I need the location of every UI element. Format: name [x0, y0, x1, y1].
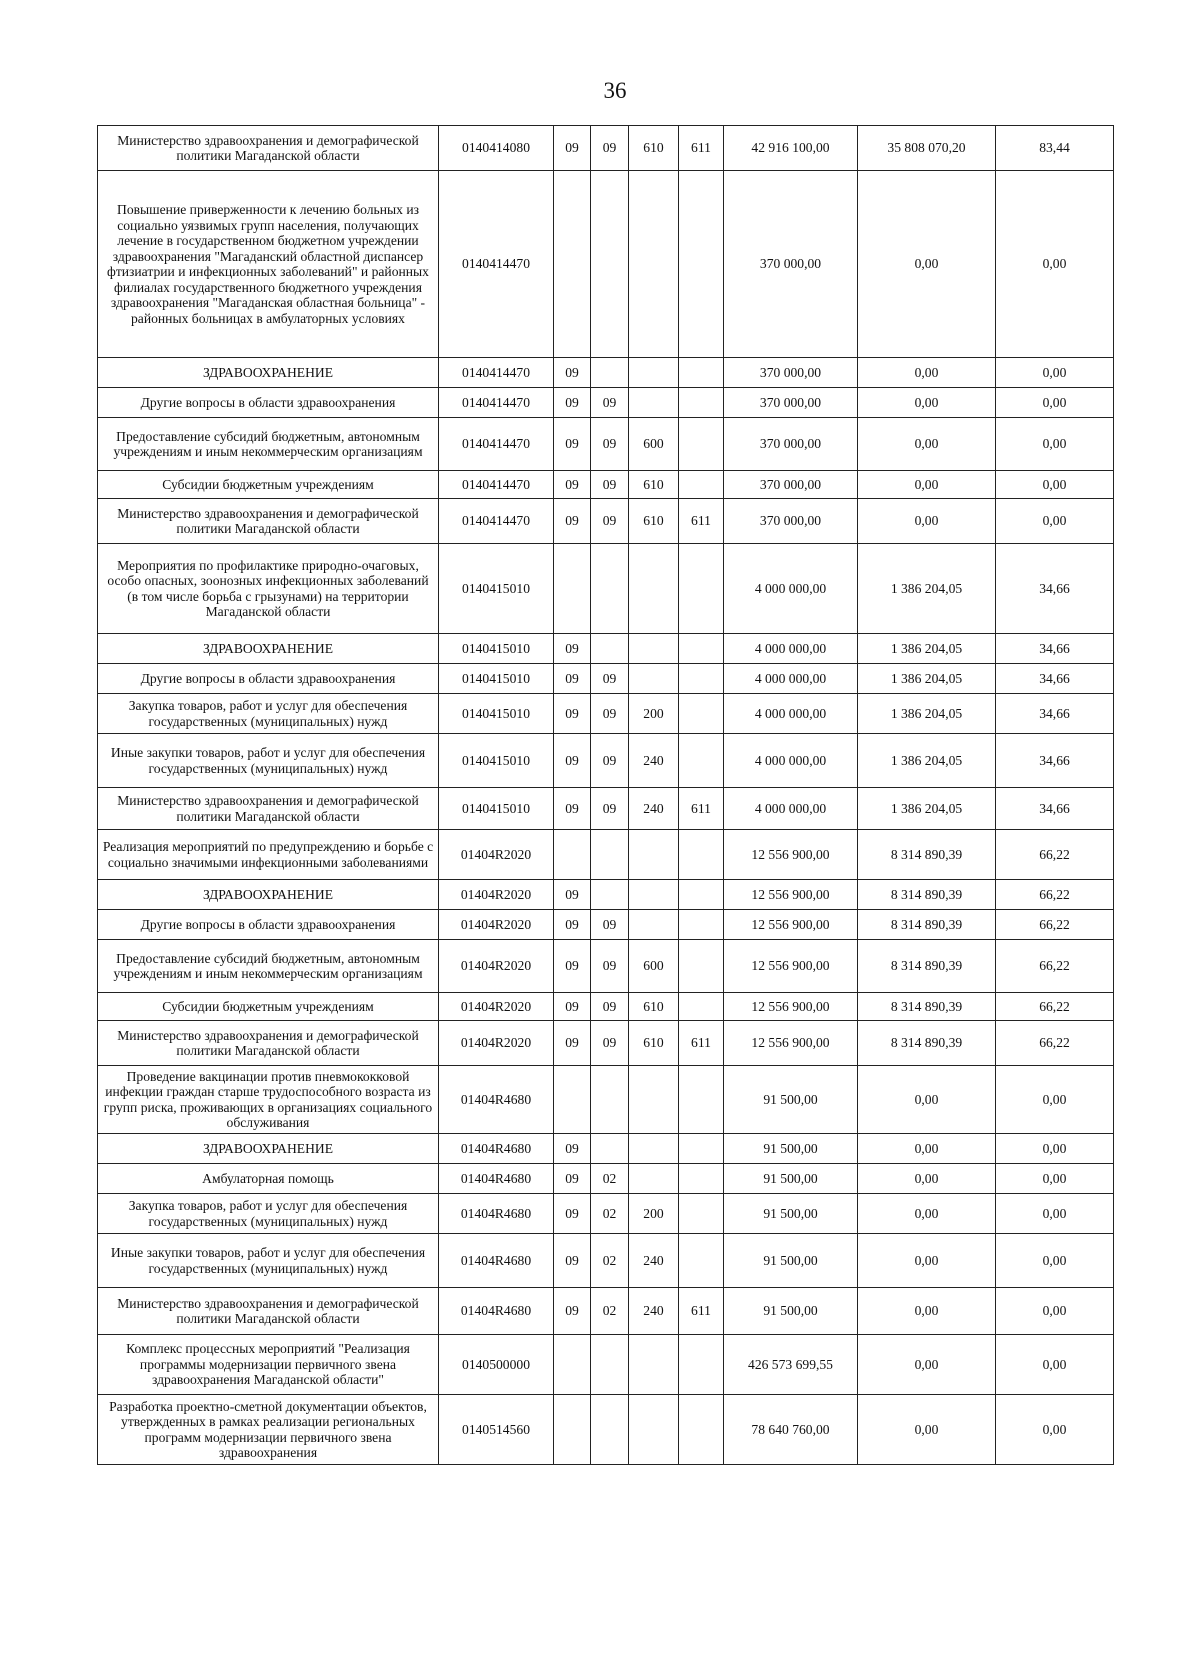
cell-rz: 09	[554, 499, 591, 544]
cell-pct: 0,00	[996, 471, 1114, 499]
cell-fact: 0,00	[858, 1395, 996, 1465]
cell-rz: 09	[554, 1288, 591, 1335]
cell-prz	[591, 171, 629, 358]
cell-rz: 09	[554, 694, 591, 734]
cell-vr: 610	[629, 499, 679, 544]
cell-pct: 0,00	[996, 1164, 1114, 1194]
cell-code: 01404R4680	[439, 1066, 554, 1134]
table-row	[98, 734, 1114, 788]
cell-vr: 610	[629, 1021, 679, 1066]
table-row	[98, 126, 1114, 171]
cell-rz: 09	[554, 471, 591, 499]
cell-pct: 34,66	[996, 544, 1114, 634]
cell-name: Другие вопросы в области здравоохранения	[98, 388, 439, 418]
cell-name: Закупка товаров, работ и услуг для обеспечения государственных (муниципальных) нужд	[98, 694, 439, 734]
cell-code: 0140500000	[439, 1335, 554, 1395]
cell-code: 0140414080	[439, 126, 554, 171]
cell-prz: 09	[591, 993, 629, 1021]
cell-code: 0140414470	[439, 388, 554, 418]
cell-plan: 4 000 000,00	[724, 694, 858, 734]
cell-vr: 610	[629, 126, 679, 171]
cell-prz: 09	[591, 388, 629, 418]
cell-name: Мероприятия по профилактике природно-очаговых, особо опасных, зоонозных инфекционных заболеваний (в том числе борьба с грызунами) на территории Магаданской области	[98, 544, 439, 634]
cell-code: 01404R4680	[439, 1134, 554, 1164]
cell-kvsr	[679, 734, 724, 788]
cell-kvsr: 611	[679, 126, 724, 171]
cell-code: 01404R4680	[439, 1164, 554, 1194]
cell-code: 01404R2020	[439, 993, 554, 1021]
cell-pct: 0,00	[996, 388, 1114, 418]
table-row	[98, 471, 1114, 499]
cell-fact: 1 386 204,05	[858, 664, 996, 694]
table-row	[98, 358, 1114, 388]
table-row	[98, 880, 1114, 910]
table-row	[98, 1335, 1114, 1395]
cell-code: 01404R2020	[439, 830, 554, 880]
cell-plan: 4 000 000,00	[724, 664, 858, 694]
cell-vr: 600	[629, 940, 679, 993]
cell-name: Предоставление субсидий бюджетным, автономным учреждениям и иным некоммерческим организациям	[98, 418, 439, 471]
cell-prz: 02	[591, 1164, 629, 1194]
cell-kvsr	[679, 388, 724, 418]
cell-plan: 12 556 900,00	[724, 910, 858, 940]
cell-rz: 09	[554, 880, 591, 910]
cell-plan: 91 500,00	[724, 1234, 858, 1288]
cell-vr: 610	[629, 993, 679, 1021]
cell-plan: 12 556 900,00	[724, 1021, 858, 1066]
cell-kvsr	[679, 358, 724, 388]
cell-prz: 09	[591, 471, 629, 499]
cell-code: 01404R2020	[439, 880, 554, 910]
cell-kvsr	[679, 634, 724, 664]
cell-name: Разработка проектно-сметной документации объектов, утвержденных в рамках реализации региональных программ модернизации первичного звена здравоохранения	[98, 1395, 439, 1465]
cell-pct: 0,00	[996, 358, 1114, 388]
cell-kvsr	[679, 1194, 724, 1234]
cell-vr	[629, 1066, 679, 1134]
cell-kvsr	[679, 910, 724, 940]
cell-vr	[629, 1164, 679, 1194]
cell-plan: 370 000,00	[724, 418, 858, 471]
cell-code: 01404R4680	[439, 1234, 554, 1288]
cell-code: 0140414470	[439, 171, 554, 358]
table-row	[98, 634, 1114, 664]
cell-pct: 0,00	[996, 171, 1114, 358]
table-row	[98, 171, 1114, 358]
cell-fact: 0,00	[858, 1194, 996, 1234]
cell-kvsr	[679, 471, 724, 499]
cell-name: Проведение вакцинации против пневмококковой инфекции граждан старше трудоспособного возраста из групп риска, проживающих в организациях социального обслуживания	[98, 1066, 439, 1134]
cell-kvsr	[679, 993, 724, 1021]
cell-fact: 0,00	[858, 358, 996, 388]
cell-plan: 42 916 100,00	[724, 126, 858, 171]
cell-rz: 09	[554, 910, 591, 940]
cell-plan: 12 556 900,00	[724, 940, 858, 993]
table-row	[98, 1164, 1114, 1194]
cell-rz: 09	[554, 126, 591, 171]
cell-rz: 09	[554, 1234, 591, 1288]
cell-plan: 4 000 000,00	[724, 788, 858, 830]
cell-prz: 09	[591, 664, 629, 694]
cell-fact: 0,00	[858, 388, 996, 418]
table-row	[98, 544, 1114, 634]
table-row	[98, 830, 1114, 880]
cell-rz: 09	[554, 634, 591, 664]
cell-plan: 4 000 000,00	[724, 634, 858, 664]
cell-prz	[591, 830, 629, 880]
cell-pct: 66,22	[996, 830, 1114, 880]
table-row	[98, 1288, 1114, 1335]
cell-fact: 8 314 890,39	[858, 1021, 996, 1066]
cell-fact: 0,00	[858, 1134, 996, 1164]
cell-kvsr: 611	[679, 1021, 724, 1066]
cell-name: Реализация мероприятий по предупреждению и борьбе с социально значимыми инфекционными заболеваниями	[98, 830, 439, 880]
cell-plan: 91 500,00	[724, 1066, 858, 1134]
cell-name: Министерство здравоохранения и демографической политики Магаданской области	[98, 1021, 439, 1066]
cell-code: 0140415010	[439, 788, 554, 830]
cell-rz: 09	[554, 1134, 591, 1164]
cell-vr: 200	[629, 694, 679, 734]
cell-plan: 91 500,00	[724, 1288, 858, 1335]
cell-fact: 8 314 890,39	[858, 880, 996, 910]
cell-fact: 8 314 890,39	[858, 910, 996, 940]
table-row	[98, 1066, 1114, 1134]
table-row	[98, 1395, 1114, 1465]
cell-vr: 240	[629, 1234, 679, 1288]
cell-rz: 09	[554, 1164, 591, 1194]
cell-fact: 1 386 204,05	[858, 694, 996, 734]
table-row	[98, 1021, 1114, 1066]
cell-pct: 34,66	[996, 694, 1114, 734]
cell-vr	[629, 544, 679, 634]
cell-kvsr	[679, 171, 724, 358]
cell-name: ЗДРАВООХРАНЕНИЕ	[98, 1134, 439, 1164]
cell-fact: 0,00	[858, 1234, 996, 1288]
cell-plan: 370 000,00	[724, 471, 858, 499]
cell-kvsr	[679, 544, 724, 634]
cell-plan: 12 556 900,00	[724, 880, 858, 910]
cell-prz	[591, 1395, 629, 1465]
cell-vr: 240	[629, 734, 679, 788]
cell-name: Другие вопросы в области здравоохранения	[98, 664, 439, 694]
cell-kvsr: 611	[679, 1288, 724, 1335]
cell-plan: 426 573 699,55	[724, 1335, 858, 1395]
cell-pct: 34,66	[996, 734, 1114, 788]
cell-rz	[554, 1066, 591, 1134]
cell-kvsr	[679, 1234, 724, 1288]
cell-plan: 4 000 000,00	[724, 544, 858, 634]
cell-rz: 09	[554, 1194, 591, 1234]
cell-code: 0140414470	[439, 499, 554, 544]
cell-prz: 09	[591, 788, 629, 830]
cell-vr: 610	[629, 471, 679, 499]
cell-prz	[591, 544, 629, 634]
cell-vr	[629, 1134, 679, 1164]
cell-plan: 370 000,00	[724, 388, 858, 418]
cell-name: Министерство здравоохранения и демографической политики Магаданской области	[98, 788, 439, 830]
cell-pct: 0,00	[996, 1066, 1114, 1134]
cell-kvsr	[679, 1134, 724, 1164]
cell-pct: 66,22	[996, 1021, 1114, 1066]
cell-vr: 240	[629, 1288, 679, 1335]
cell-fact: 0,00	[858, 471, 996, 499]
cell-rz: 09	[554, 664, 591, 694]
cell-fact: 0,00	[858, 499, 996, 544]
table-row	[98, 664, 1114, 694]
cell-pct: 34,66	[996, 664, 1114, 694]
table-row	[98, 418, 1114, 471]
cell-vr	[629, 388, 679, 418]
cell-plan: 91 500,00	[724, 1134, 858, 1164]
cell-plan: 91 500,00	[724, 1164, 858, 1194]
cell-vr	[629, 830, 679, 880]
cell-code: 01404R4680	[439, 1194, 554, 1234]
cell-prz	[591, 358, 629, 388]
cell-fact: 8 314 890,39	[858, 993, 996, 1021]
cell-name: Комплекс процессных мероприятий "Реализация программы модернизации первичного звена здравоохранения Магаданской области"	[98, 1335, 439, 1395]
cell-pct: 0,00	[996, 1134, 1114, 1164]
cell-code: 01404R2020	[439, 910, 554, 940]
cell-fact: 0,00	[858, 418, 996, 471]
cell-rz	[554, 171, 591, 358]
cell-prz: 09	[591, 910, 629, 940]
cell-rz: 09	[554, 940, 591, 993]
cell-code: 01404R2020	[439, 940, 554, 993]
cell-kvsr	[679, 418, 724, 471]
cell-kvsr	[679, 1395, 724, 1465]
cell-fact: 8 314 890,39	[858, 830, 996, 880]
cell-plan: 370 000,00	[724, 499, 858, 544]
table-row	[98, 1134, 1114, 1164]
cell-fact: 35 808 070,20	[858, 126, 996, 171]
cell-vr	[629, 171, 679, 358]
cell-prz: 02	[591, 1288, 629, 1335]
cell-pct: 0,00	[996, 1194, 1114, 1234]
cell-fact: 0,00	[858, 1335, 996, 1395]
cell-rz: 09	[554, 388, 591, 418]
cell-name: Предоставление субсидий бюджетным, автономным учреждениям и иным некоммерческим организациям	[98, 940, 439, 993]
cell-prz	[591, 634, 629, 664]
cell-name: Повышение приверженности к лечению больных из социально уязвимых групп населения, получающих лечение в государственном бюджетном учреждении здравоохранения "Магаданский областной диспансер фтизиатрии и инфекционных заболеваний" и районных филиалах государственного бюджетного учреждения здравоохранения "Магаданская областная больница" - районных больницах в амбулаторных условиях	[98, 171, 439, 358]
cell-fact: 1 386 204,05	[858, 634, 996, 664]
cell-code: 0140415010	[439, 694, 554, 734]
cell-pct: 83,44	[996, 126, 1114, 171]
cell-kvsr: 611	[679, 499, 724, 544]
cell-fact: 1 386 204,05	[858, 734, 996, 788]
cell-name: Министерство здравоохранения и демографической политики Магаданской области	[98, 126, 439, 171]
cell-name: ЗДРАВООХРАНЕНИЕ	[98, 634, 439, 664]
table-row	[98, 1234, 1114, 1288]
cell-plan: 370 000,00	[724, 358, 858, 388]
cell-vr	[629, 664, 679, 694]
cell-kvsr	[679, 830, 724, 880]
cell-code: 0140415010	[439, 544, 554, 634]
cell-plan: 370 000,00	[724, 171, 858, 358]
table-body	[98, 126, 1114, 1465]
cell-prz: 09	[591, 126, 629, 171]
cell-kvsr	[679, 940, 724, 993]
cell-vr	[629, 1395, 679, 1465]
cell-name: Другие вопросы в области здравоохранения	[98, 910, 439, 940]
table-row	[98, 388, 1114, 418]
cell-pct: 0,00	[996, 1234, 1114, 1288]
cell-name: Иные закупки товаров, работ и услуг для обеспечения государственных (муниципальных) нужд	[98, 734, 439, 788]
cell-rz	[554, 830, 591, 880]
cell-rz	[554, 544, 591, 634]
cell-rz: 09	[554, 734, 591, 788]
cell-pct: 0,00	[996, 1335, 1114, 1395]
cell-prz: 09	[591, 734, 629, 788]
cell-kvsr: 611	[679, 788, 724, 830]
cell-name: Закупка товаров, работ и услуг для обеспечения государственных (муниципальных) нужд	[98, 1194, 439, 1234]
cell-prz	[591, 1066, 629, 1134]
table-row	[98, 694, 1114, 734]
table-row	[98, 940, 1114, 993]
cell-code: 01404R2020	[439, 1021, 554, 1066]
cell-prz: 02	[591, 1194, 629, 1234]
cell-code: 0140415010	[439, 664, 554, 694]
cell-vr	[629, 910, 679, 940]
cell-kvsr	[679, 880, 724, 910]
cell-code: 0140414470	[439, 358, 554, 388]
cell-code: 0140514560	[439, 1395, 554, 1465]
cell-prz: 09	[591, 940, 629, 993]
budget-table	[97, 125, 1114, 1465]
cell-prz: 09	[591, 418, 629, 471]
cell-name: Амбулаторная помощь	[98, 1164, 439, 1194]
cell-plan: 12 556 900,00	[724, 830, 858, 880]
cell-plan: 91 500,00	[724, 1194, 858, 1234]
cell-pct: 66,22	[996, 940, 1114, 993]
table-row	[98, 1194, 1114, 1234]
cell-kvsr	[679, 1164, 724, 1194]
cell-pct: 0,00	[996, 1395, 1114, 1465]
cell-name: ЗДРАВООХРАНЕНИЕ	[98, 358, 439, 388]
cell-pct: 0,00	[996, 499, 1114, 544]
cell-fact: 0,00	[858, 171, 996, 358]
cell-code: 0140415010	[439, 734, 554, 788]
cell-code: 0140414470	[439, 418, 554, 471]
cell-name: ЗДРАВООХРАНЕНИЕ	[98, 880, 439, 910]
cell-rz: 09	[554, 418, 591, 471]
cell-name: Министерство здравоохранения и демографической политики Магаданской области	[98, 1288, 439, 1335]
cell-prz: 09	[591, 1021, 629, 1066]
cell-prz	[591, 1134, 629, 1164]
cell-pct: 0,00	[996, 1288, 1114, 1335]
cell-name: Субсидии бюджетным учреждениям	[98, 993, 439, 1021]
cell-vr	[629, 1335, 679, 1395]
cell-code: 0140414470	[439, 471, 554, 499]
cell-vr: 240	[629, 788, 679, 830]
cell-vr: 200	[629, 1194, 679, 1234]
cell-pct: 66,22	[996, 880, 1114, 910]
cell-plan: 4 000 000,00	[724, 734, 858, 788]
cell-prz	[591, 1335, 629, 1395]
cell-fact: 0,00	[858, 1066, 996, 1134]
cell-rz: 09	[554, 788, 591, 830]
cell-prz: 02	[591, 1234, 629, 1288]
cell-fact: 1 386 204,05	[858, 788, 996, 830]
cell-name: Иные закупки товаров, работ и услуг для обеспечения государственных (муниципальных) нужд	[98, 1234, 439, 1288]
table-row	[98, 499, 1114, 544]
cell-vr	[629, 880, 679, 910]
cell-pct: 34,66	[996, 634, 1114, 664]
cell-plan: 78 640 760,00	[724, 1395, 858, 1465]
cell-vr	[629, 634, 679, 664]
cell-name: Субсидии бюджетным учреждениям	[98, 471, 439, 499]
cell-pct: 66,22	[996, 910, 1114, 940]
cell-pct: 34,66	[996, 788, 1114, 830]
cell-pct: 66,22	[996, 993, 1114, 1021]
cell-rz	[554, 1395, 591, 1465]
cell-prz	[591, 880, 629, 910]
cell-fact: 8 314 890,39	[858, 940, 996, 993]
cell-kvsr	[679, 694, 724, 734]
cell-rz: 09	[554, 993, 591, 1021]
cell-prz: 09	[591, 694, 629, 734]
cell-rz	[554, 1335, 591, 1395]
cell-pct: 0,00	[996, 418, 1114, 471]
cell-fact: 0,00	[858, 1164, 996, 1194]
cell-kvsr	[679, 1335, 724, 1395]
cell-prz: 09	[591, 499, 629, 544]
cell-vr: 600	[629, 418, 679, 471]
table-row	[98, 993, 1114, 1021]
cell-fact: 0,00	[858, 1288, 996, 1335]
table-row	[98, 910, 1114, 940]
table-row	[98, 788, 1114, 830]
cell-name: Министерство здравоохранения и демографической политики Магаданской области	[98, 499, 439, 544]
cell-kvsr	[679, 664, 724, 694]
cell-fact: 1 386 204,05	[858, 544, 996, 634]
cell-rz: 09	[554, 1021, 591, 1066]
cell-code: 01404R4680	[439, 1288, 554, 1335]
cell-code: 0140415010	[439, 634, 554, 664]
cell-rz: 09	[554, 358, 591, 388]
page-number: 36	[603, 78, 627, 103]
cell-kvsr	[679, 1066, 724, 1134]
cell-vr	[629, 358, 679, 388]
cell-plan: 12 556 900,00	[724, 993, 858, 1021]
